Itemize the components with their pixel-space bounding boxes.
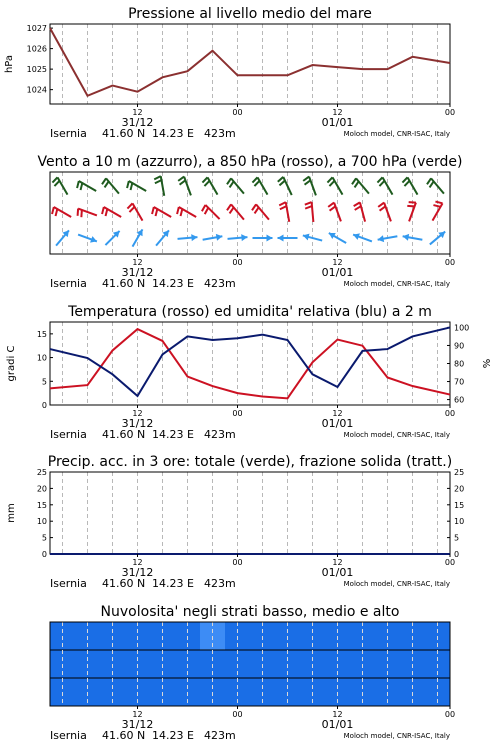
date-label: 31/12 <box>121 266 154 279</box>
wind-arrow-head <box>267 235 273 242</box>
location-name: Isernia <box>50 428 87 441</box>
model-label: Moloch model, CNR-ISAC, Italy <box>343 732 450 740</box>
y-axis-label: hPa <box>4 54 15 74</box>
wind-barb-feather <box>227 178 231 184</box>
wind-arrow-head <box>303 234 310 241</box>
plot-frame <box>50 24 450 104</box>
wind-barb-feather <box>303 177 309 181</box>
wind-barb-feather <box>280 206 287 209</box>
wind-barb-feather <box>354 202 360 206</box>
wind-barb-feather <box>352 178 356 184</box>
series-line <box>50 329 450 398</box>
wind-barb-feather <box>355 181 359 187</box>
location-lat: 41.60 N <box>102 729 146 742</box>
wind-arrow-head <box>191 234 197 241</box>
date-label: 31/12 <box>121 116 154 129</box>
x-tick-label: 00 <box>232 710 243 719</box>
y-tick-label-right: 5 <box>454 533 460 543</box>
wind-barb-feather <box>305 206 312 209</box>
wind-barb-feather <box>379 181 384 186</box>
wind-barb-feather <box>254 181 259 186</box>
model-label: Moloch model, CNR-ISAC, Italy <box>343 431 450 439</box>
location-lon: 14.23 E <box>152 428 194 441</box>
y-tick-label: 15 <box>36 329 47 339</box>
y-tick-label: 5 <box>41 533 47 543</box>
date-label: 01/01 <box>321 566 354 579</box>
y-axis-label: gradi C <box>6 345 17 382</box>
chart-title: Nuvolosita' negli strati basso, medio e alto <box>100 604 400 620</box>
y-tick-label: 10 <box>36 353 47 363</box>
wind-barb-feather <box>430 181 434 187</box>
wind-barb-feather <box>202 177 207 182</box>
wind-barb-feather <box>205 208 209 214</box>
y-tick-label: 10 <box>36 517 47 527</box>
date-label: 31/12 <box>121 718 154 731</box>
x-tick-label: 12 <box>332 558 343 567</box>
wind-barb-feather <box>105 181 109 187</box>
wind-barb-feather <box>106 209 108 216</box>
wind-barb-feather <box>155 180 162 183</box>
wind-barb-shaft <box>334 203 341 222</box>
wind-barb-feather <box>380 206 386 210</box>
x-tick-label: 00 <box>232 409 243 418</box>
chart-title: Temperatura (rosso) ed umidita' relativa (blu) a 2 m <box>68 304 432 320</box>
model-label: Moloch model, CNR-ISAC, Italy <box>343 130 450 138</box>
wind-barb-feather <box>328 203 334 207</box>
wind-arrow-head <box>241 234 247 241</box>
x-tick-label: 12 <box>132 108 143 117</box>
y-tick-label: 1027 <box>26 24 47 34</box>
x-tick-label: 00 <box>444 710 456 719</box>
y-tick-label: 20 <box>36 484 47 494</box>
y-tick-label: 15 <box>36 500 47 510</box>
location-lat: 41.60 N <box>102 428 146 441</box>
y-tick-label-right: 25 <box>454 468 465 477</box>
date-label: 01/01 <box>321 266 354 279</box>
wind-barb-feather <box>427 178 431 184</box>
location-name: Isernia <box>50 277 87 290</box>
wind-barb-shaft <box>133 203 143 220</box>
wind-barb-feather <box>81 183 83 190</box>
date-label: 31/12 <box>121 566 154 579</box>
wind-barb-feather <box>131 183 133 190</box>
wind-barb-feather <box>180 180 186 184</box>
wind-barb-feather <box>177 207 179 214</box>
wind-barb-feather <box>56 209 58 216</box>
x-tick-label: 00 <box>232 108 243 117</box>
wind-barb-feather <box>52 177 57 182</box>
wind-barb-feather <box>156 209 158 216</box>
location-name: Isernia <box>50 729 87 742</box>
plot-frame <box>50 322 450 405</box>
wind-barb-feather <box>202 205 206 211</box>
wind-barb-feather <box>102 207 104 214</box>
y-tick-label-right: 80 <box>454 359 465 369</box>
plot-frame <box>50 622 450 706</box>
x-tick-label: 12 <box>332 258 343 267</box>
y-tick-label-right: 0 <box>454 550 460 559</box>
x-tick-label: 12 <box>332 710 343 719</box>
date-label: 01/01 <box>321 116 354 129</box>
location-elev: 423m <box>204 277 236 290</box>
wind-barb-feather <box>355 206 361 210</box>
wind-barb-feather <box>77 181 79 188</box>
series-line <box>50 28 450 96</box>
location-elev: 423m <box>204 428 236 441</box>
location-lon: 14.23 E <box>152 577 194 590</box>
wind-barb-feather <box>435 202 442 204</box>
wind-barb-feather <box>230 207 234 213</box>
location-lon: 14.23 E <box>152 127 194 140</box>
wind-barb-feather <box>52 207 54 214</box>
wind-barb-feather <box>227 204 231 210</box>
wind-barb-feather <box>402 177 407 182</box>
x-tick-label: 12 <box>132 710 143 719</box>
wind-barb-feather <box>305 180 311 184</box>
x-tick-label: 00 <box>444 258 456 267</box>
wind-barb-shaft <box>312 202 314 222</box>
wind-barb-feather <box>54 181 59 186</box>
x-tick-label: 12 <box>132 409 143 418</box>
plot-frame <box>50 472 450 554</box>
location-elev: 423m <box>204 577 236 590</box>
location-elev: 423m <box>204 127 236 140</box>
location-lat: 41.60 N <box>102 127 146 140</box>
model-label: Moloch model, CNR-ISAC, Italy <box>343 580 450 588</box>
x-tick-label: 00 <box>444 409 456 418</box>
wind-barb-feather <box>255 207 259 213</box>
wind-barb-feather <box>127 203 132 208</box>
wind-barb-feather <box>154 176 161 179</box>
location-lat: 41.60 N <box>102 577 146 590</box>
location-name: Isernia <box>50 577 87 590</box>
wind-barb-feather <box>252 204 256 210</box>
chart-title: Vento a 10 m (azzurro), a 850 hPa (rosso), a 700 hPa (verde) <box>37 154 463 170</box>
wind-barb-feather <box>404 181 409 186</box>
wind-barb-feather <box>330 206 336 210</box>
y-tick-label: 1025 <box>26 65 47 75</box>
wind-barb-feather <box>409 202 416 203</box>
wind-barb-feather <box>377 177 382 182</box>
chart-title: Precip. acc. in 3 ore: totale (verde), frazione solida (tratt.) <box>47 454 453 470</box>
wind-barb-feather <box>252 177 257 182</box>
location-lat: 41.60 N <box>102 277 146 290</box>
wind-barb-shaft <box>286 202 289 222</box>
y-axis-label-right: % <box>482 358 493 369</box>
date-label: 31/12 <box>121 417 154 430</box>
y-axis-label: mm <box>6 503 17 523</box>
location-lon: 14.23 E <box>152 729 194 742</box>
x-tick-label: 12 <box>132 558 143 567</box>
wind-barb-feather <box>102 178 106 184</box>
wind-barb-feather <box>329 181 334 186</box>
y-tick-label-right: 100 <box>454 323 470 333</box>
wind-barb-feather <box>129 207 134 212</box>
location-elev: 423m <box>204 729 236 742</box>
y-tick-label-right: 90 <box>454 341 465 351</box>
x-tick-label: 12 <box>132 258 143 267</box>
y-tick-label: 1026 <box>26 44 47 54</box>
location-name: Isernia <box>50 127 87 140</box>
wind-barb-feather <box>127 181 129 188</box>
date-label: 01/01 <box>321 718 354 731</box>
wind-barb-feather <box>378 203 384 207</box>
x-tick-label: 12 <box>332 409 343 418</box>
wind-arrow-head <box>278 235 284 242</box>
y-tick-label: 25 <box>36 468 47 477</box>
x-tick-label: 00 <box>444 108 456 117</box>
wind-barb-feather <box>230 181 234 187</box>
series-line <box>50 327 450 396</box>
y-tick-label: 0 <box>41 550 47 559</box>
wind-barb-feather <box>327 177 332 182</box>
wind-barb-feather <box>152 207 154 214</box>
x-tick-label: 12 <box>332 108 343 117</box>
wind-barb-feather <box>433 205 440 207</box>
wind-barb-feather <box>204 181 209 186</box>
wind-barb-feather <box>305 202 312 205</box>
wind-barb-feather <box>181 209 183 216</box>
wind-barb-feather <box>279 181 284 186</box>
y-tick-label-right: 60 <box>454 395 465 405</box>
location-lon: 14.23 E <box>152 277 194 290</box>
wind-barb-feather <box>278 177 283 182</box>
y-tick-label: 0 <box>41 401 47 410</box>
x-tick-label: 00 <box>444 558 456 567</box>
y-tick-label: 1024 <box>26 85 47 95</box>
x-tick-label: 00 <box>232 258 243 267</box>
y-tick-label-right: 10 <box>454 517 465 527</box>
wind-barb-shaft <box>384 203 391 222</box>
wind-barb-feather <box>78 209 79 216</box>
y-tick-label-right: 15 <box>454 500 465 510</box>
model-label: Moloch model, CNR-ISAC, Italy <box>343 280 450 288</box>
wind-barb-shaft <box>360 202 365 221</box>
x-tick-label: 00 <box>232 558 243 567</box>
wind-barb-feather <box>407 206 414 207</box>
wind-barb-feather <box>279 202 286 205</box>
y-tick-label-right: 20 <box>454 484 465 494</box>
y-tick-label-right: 70 <box>454 377 465 387</box>
y-tick-label: 5 <box>41 377 47 387</box>
chart-title: Pressione al livello medio del mare <box>128 6 372 22</box>
wind-barb-feather <box>81 210 82 217</box>
date-label: 01/01 <box>321 417 354 430</box>
wind-barb-feather <box>178 177 184 181</box>
